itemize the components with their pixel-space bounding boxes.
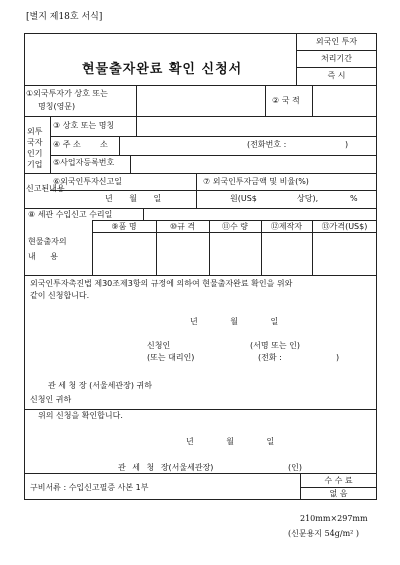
form-title: 현물출자완료 확인 신청서 [82,62,243,77]
paper-type: (신문용지 54g/m² ) [288,529,360,538]
percent-unit: % [350,194,358,203]
fee-value: 없 음 [329,489,348,498]
company-group-label: 외투 국자 인기 기업 [27,127,43,169]
paper-size: 210mm×297mm [300,514,368,523]
page: [별지 제18호 서식] 외국인 투자 처리기간 즉 시 현물출자완료 확인 신청서 ①외국투자가 상호 또는 명칭(영문) ② 국 적 외투 국자 인기 기업 ③ 상호 또는 명칭 ④ 주 소 소 (전화번호 : ) ⑤사업자등록번호 신고된내용 ⑥외국인투자신고일 ⑦ 외국인투자금액 및 비율(%) 년 월 일 원(US$ 상당), % ⑧ 세관 수입신고 수리일 ⑨품 명 ⑩규 격 ⑪수 량 ⑫제작자 ⑬가격(US$) 현물출자의 내 용 외국인투자촉진법 제30조제3항의 규정에 의하여 현물출자완료 확인을 위와 같이 신청합니다. 년 월 일 신청인 (서명 또는 인) (또는 대리인) (전화 : ) 관 세 청 장 (서울세관장) 귀하 신청인 귀하 위의 신청을 확인합니다. 년 월 일 관 세 청 장(서울세관장) (인) 구비서류 : 수입신고필증 사본 1부 수 수 료 없 음 210mm×297mm (신문용지 54g/m² ) [0,0,400,565]
nationality-value[interactable] [316,95,374,109]
report-date-label: ⑥외국인투자신고일 [53,177,122,186]
company-address-label: ④ 주 소 [53,140,81,149]
applicant-phone: (전화 : [258,353,282,362]
form-number: [별지 제18호 서식] [26,12,103,22]
confirmation-authority: 관 세 청 장(서울세관장) [118,463,214,472]
confirmation-text: 위의 신청을 확인합니다. [38,411,123,420]
col-price: ⑬가격(US$) [321,222,368,231]
declaration-date: 년 월 일 [190,317,279,326]
declaration-addressee: 관 세 청 장 (서울세관장) 귀하 [48,381,152,390]
company-name-value[interactable] [140,120,372,132]
required-docs: 구비서류 : 수입신고필증 사본 1부 [30,483,149,492]
biz-no-value[interactable] [134,158,374,170]
company-phone-label: (전화번호 : [247,140,287,149]
report-date-unit: 년 월 일 [105,194,162,203]
won-unit: 원(US$ [230,194,257,203]
investor-name-value[interactable] [140,95,260,109]
col-spec: ⑩규 격 [169,222,196,231]
applicant-signature: (서명 또는 인) [250,341,300,350]
investor-name-label: ①외국투자가 상호 또는 [26,89,108,98]
company-name-label: ③ 상호 또는 명칭 [53,121,115,130]
report-label: 신고된내용 [26,184,65,193]
goods-row-label: 현물출자의 [28,237,67,246]
company-address-value[interactable] [123,139,243,151]
nationality-label: ② 국 적 [272,96,300,105]
declaration-text-2: 같이 신청합니다. [30,291,90,300]
applicant-label: 신청인 [147,341,171,350]
amount-label: ⑦ 외국인투자금액 및 비율(%) [203,177,309,186]
biz-no-label: ⑤사업자등록번호 [53,158,115,167]
processing-period-value: 즉 시 [327,71,346,80]
col-qty: ⑪수 량 [222,222,248,231]
confirmation-to: 신청인 귀하 [30,395,72,404]
confirmation-date: 년 월 일 [186,437,275,446]
processing-header: 외국인 투자 [315,37,358,46]
goods-row-label-2: 내 용 [28,252,58,261]
fee-label: 수 수 료 [324,476,353,485]
applicant-agent: (또는 대리인) [147,353,195,362]
confirmation-seal: (인) [288,463,302,472]
customs-accept-value[interactable] [147,210,372,219]
col-maker: ⑫제작자 [270,222,303,231]
declaration-text: 외국인투자촉진법 제30조제3항의 규정에 의하여 현물출자완료 확인을 위와 [30,279,293,288]
equiv-unit: 상당), [297,194,319,203]
col-item: ⑨품 명 [111,222,137,231]
investor-name-label-2: 명칭(영문) [38,102,76,111]
processing-period-label: 처리기간 [321,54,352,63]
customs-accept-label: ⑧ 세관 수입신고 수리일 [28,210,113,219]
